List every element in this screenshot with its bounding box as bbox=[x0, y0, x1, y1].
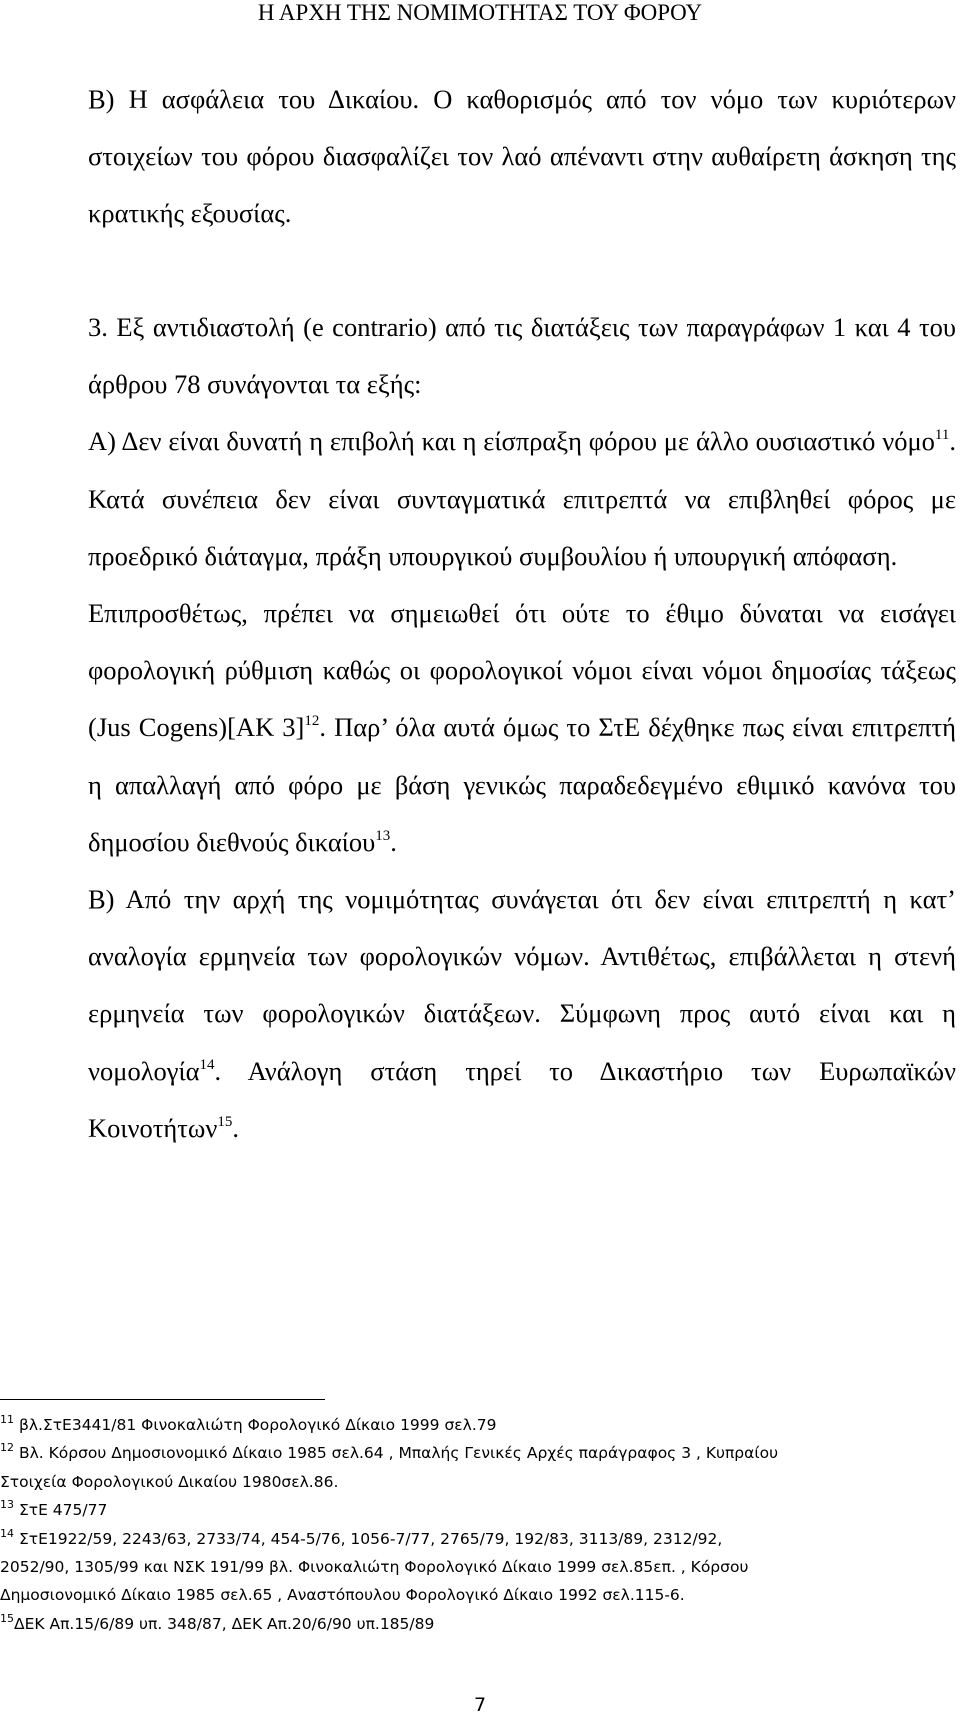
footnote-14-continued bbox=[0, 1581, 955, 1609]
footnote-ref-12[interactable]: 12 bbox=[304, 713, 320, 730]
footnotes bbox=[0, 1411, 955, 1638]
footnote-12 bbox=[0, 1439, 955, 1467]
footnote-ref-14[interactable]: 14 bbox=[199, 1056, 215, 1073]
subsection-a-text-1: Α) Δεν είναι δυνατή η επιβολή και η είσπραξη φόρου με άλλο ουσιαστικό νόμο bbox=[88, 426, 935, 457]
section-3-intro bbox=[88, 299, 956, 413]
subsection-a-text-2: . Κατά συνέπεια δεν είναι συνταγματικά επιτρεπτά να επιβληθεί φόρος με προεδρικό διάταγμα, πράξη υπουργικού συμβουλίου ή υπουργική απόφαση. bbox=[88, 426, 956, 571]
subsection-b-text-1: Β) Από την αρχή της νομιμότητας συνάγεται ότι δεν είναι επιτρεπτή η κατ’ αναλογία ερμηνεία των φορολογικών νόμων. Αντιθέτως, επιβάλλεται η στενή ερμηνεία των φορολογικών διατάξεων. Σύμφωνη προς αυτό είναι και η νομολογία bbox=[88, 884, 956, 1086]
footnote-12-continued bbox=[0, 1468, 955, 1496]
subsection-b-text-3: . bbox=[232, 1112, 239, 1143]
footnote-number: 12 bbox=[0, 1441, 14, 1455]
footnote-text: ΣτΕ1922/59, 2243/63, 2733/74, 454-5/76, 1056-7/77, 2765/79, 192/83, 3113/89, 2312/92, bbox=[18, 1529, 723, 1548]
subsection-custom-text-1: Επιπροσθέτως, πρέπει να σημειωθεί ότι ούτε το έθιμο δύναται να εισάγει φορολογική ρύθμιση καθώς οι φορολογικοί νόμοι είναι νόμοι δημοσίας τάξεως (Jus Cogens)[ΑΚ 3] bbox=[88, 598, 956, 743]
footnote-text: ΣτΕ 475/77 bbox=[18, 1501, 108, 1520]
footnote-ref-11[interactable]: 11 bbox=[934, 427, 950, 444]
footnote-15 bbox=[0, 1610, 955, 1638]
subsection-b-text-2: . Ανάλογη στάση τηρεί το Δικαστήριο των Ευρωπαϊκών Κοινοτήτων bbox=[88, 1055, 956, 1143]
footnote-ref-15[interactable]: 15 bbox=[217, 1113, 233, 1130]
footnote-text: 2052/90, 1305/99 και ΝΣΚ 191/99 βλ. Φινοκαλιώτη Φορολογικό Δίκαιο 1999 σελ.85επ. , Κόρσου bbox=[0, 1558, 749, 1577]
footnote-13 bbox=[0, 1496, 955, 1524]
footnote-number: 14 bbox=[0, 1526, 14, 1540]
paragraph-text: Β) Η ασφάλεια του Δικαίου. Ο καθορισμός από τον νόμο των κυριότερων στοιχείων του φόρου διασφαλίζει τον λαό απέναντι στην αυθαίρετη άσκηση της κρατικής εξουσίας. bbox=[88, 84, 956, 229]
section-3-intro-text: 3. Εξ αντιδιαστολή (e contrario) από τις διατάξεις των παραγράφων 1 και 4 του άρθρου 78 συνάγονται τα εξής: bbox=[88, 312, 956, 400]
subsection-custom-text-3: . bbox=[390, 826, 397, 857]
running-header: Η ΑΡΧΗ ΤΗΣ ΝΟΜΙΜΟΤΗΤΑΣ ΤΟΥ ΦΟΡΟΥ bbox=[257, 0, 703, 25]
footnote-text: Στοιχεία Φορολογικού Δικαίου 1980σελ.86. bbox=[0, 1472, 339, 1491]
subsection-b bbox=[88, 871, 956, 1157]
footnote-text: ΔΕΚ Απ.15/6/89 υπ. 348/87, ΔΕΚ Απ.20/6/90 υπ.185/89 bbox=[14, 1614, 435, 1633]
subsection-a bbox=[88, 413, 956, 585]
footnote-ref-13[interactable]: 13 bbox=[375, 827, 391, 844]
section-3 bbox=[88, 299, 956, 1157]
footnote-number: 13 bbox=[0, 1498, 14, 1512]
page-number: 7 bbox=[473, 1694, 487, 1716]
footnote-14 bbox=[0, 1525, 955, 1553]
footnote-text: βλ.ΣτΕ3441/81 Φινοκαλιώτη Φορολογικό Δίκαιο 1999 σελ.79 bbox=[18, 1416, 497, 1434]
footnote-separator bbox=[0, 1399, 325, 1400]
subsection-custom bbox=[88, 585, 956, 871]
footnote-text: Βλ. Κόρσου Δημοσιονομικό Δίκαιο 1985 σελ.64 , Μπαλής Γενικές Αρχές παράγραφος 3 , Κυπραίου bbox=[18, 1444, 779, 1463]
paragraph-legal-certainty bbox=[88, 71, 956, 243]
footnote-text: Δημοσιονομικό Δίκαιο 1985 σελ.65 , Αναστόπουλου Φορολογικό Δίκαιο 1992 σελ.115-6. bbox=[0, 1586, 685, 1605]
footnote-11 bbox=[0, 1411, 955, 1439]
subsection-custom-text-2: . Παρ’ όλα αυτά όμως το ΣτΕ δέχθηκε πως είναι επιτρεπτή η απαλλαγή από φόρο με βάση γενικώς παραδεδεγμένο εθιμικό κανόνα του δημοσίου διεθνούς δικαίου bbox=[88, 712, 957, 857]
footnote-14-continued bbox=[0, 1553, 955, 1581]
footnote-number: 15 bbox=[0, 1611, 14, 1625]
footnote-number: 11 bbox=[0, 1413, 14, 1426]
